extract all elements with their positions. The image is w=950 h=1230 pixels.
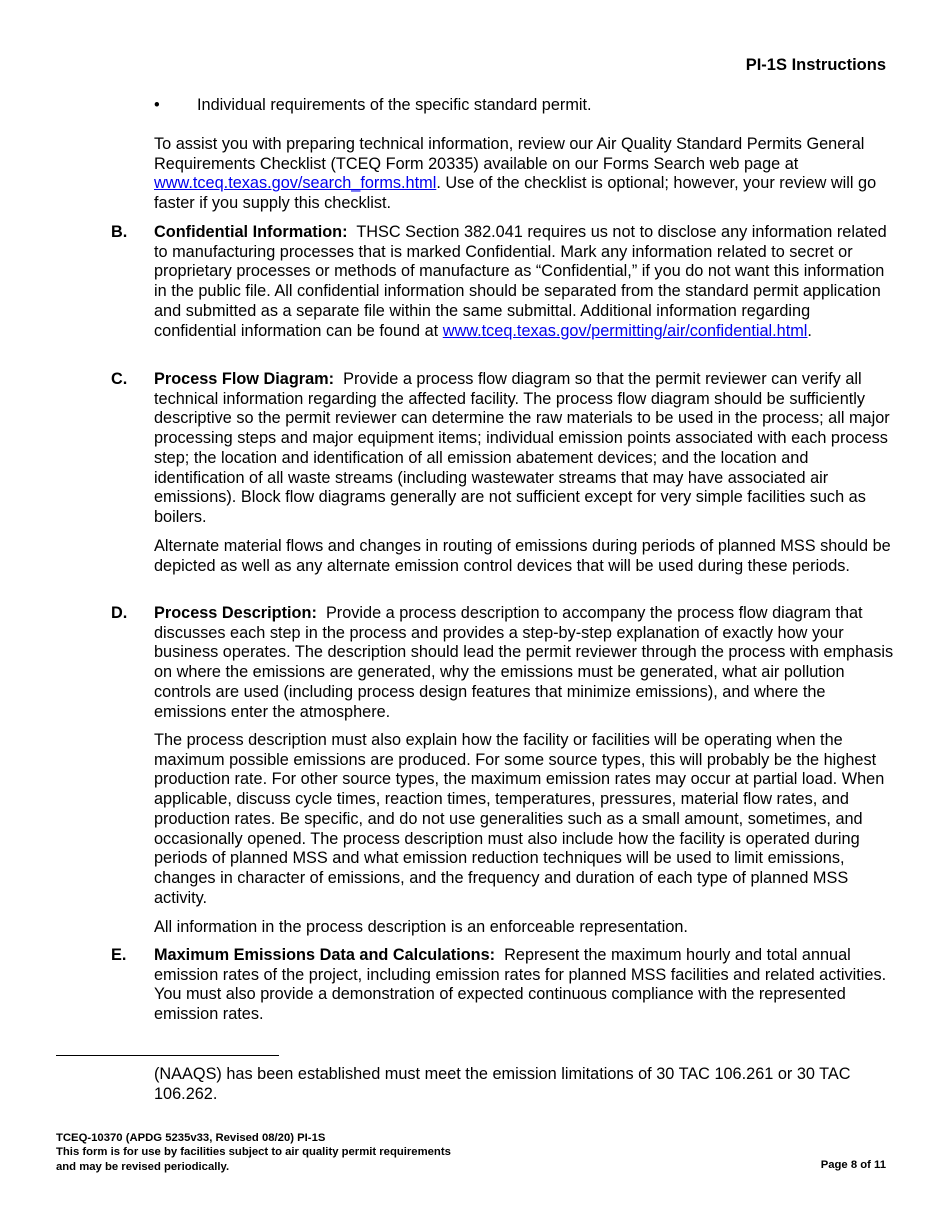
section-letter: B.	[111, 223, 128, 241]
footer-line-2: This form is for use by facilities subject to air quality permit requirements	[56, 1146, 451, 1159]
page-number: Page 8 of 11	[820, 1159, 886, 1171]
section-title: Process Description:	[154, 604, 317, 622]
section-letter: D.	[111, 604, 128, 622]
page-header-title: PI-1S Instructions	[745, 56, 886, 74]
section-c-paragraph-2: Alternate material flows and changes in routing of emissions during periods of planned MSS should be depicted as well as any alternate emission control devices that will be used during these periods.	[154, 537, 891, 575]
section-title: Process Flow Diagram:	[154, 370, 335, 388]
section-d	[111, 604, 896, 722]
section-b	[111, 223, 896, 341]
section-text: THSC Section 382.041 requires us not to disclose any information related to manufacturing processes that is marked Confidential. Mark any information related to secret or proprietary processes or methods of manufacture as “Confidential,” if you do not want this information in the public file. All confidential information should be separated from the standard permit application and submitted as a separate file within the same submittal. Additional information regarding confidential information can be found at	[154, 223, 887, 340]
section-d-paragraph-2: The process description must also explain how the facility or facilities will be operating when the maximum possible emissions are produced. For some source types, this will probably be the highest production rate. For other source types, the maximum emission rates may occur at partial load. When applicable, discuss cycle times, reaction times, temperatures, pressures, material flow rates, and production rates. Be specific, and do not use generalities such as a small amount, sometimes, and occasionally opened. The process description must also include how the facility is operated during periods of planned MSS and what emission reduction techniques will be used to limit emissions, changes in character of emissions, and the frequency and duration of each type of planned MSS activity.	[154, 731, 885, 907]
section-e	[111, 946, 896, 1025]
section-text: Represent the maximum hourly and total annual emission rates of the project, including emission rates for planned MSS facilities and related activities. You must also provide a demonstration of expected continuous compliance with the represented emission rates.	[154, 946, 887, 1024]
footnote-divider	[56, 1055, 279, 1056]
section-letter: C.	[111, 370, 128, 388]
section-title: Maximum Emissions Data and Calculations:	[154, 946, 496, 964]
intro-paragraph	[154, 135, 896, 214]
search-forms-link[interactable]: www.tceq.texas.gov/search_forms.html	[154, 174, 437, 193]
footer-line-3: and may be revised periodically.	[56, 1160, 230, 1173]
section-title: Confidential Information:	[154, 223, 348, 241]
bullet-icon: •	[154, 96, 160, 114]
section-text: Provide a process description to accompany the process flow diagram that discusses each step in the process and provides a step-by-step explanation of exactly how your business operates. The description should lead the permit reviewer through the process with emphasis on where the emissions are generated, why the emissions must be generated, what air pollution controls are used (including process design features that minimize emissions), and where the emissions enter the atmosphere.	[154, 604, 894, 721]
section-letter: E.	[111, 946, 127, 964]
footer-form-id: TCEQ-10370 (APDG 5235v33, Revised 08/20) PI-1S	[56, 1132, 326, 1144]
intro-text-end: . Use of the checklist is optional; however, your review will go faster if you supply this checklist.	[154, 174, 877, 213]
section-c	[111, 370, 896, 528]
footnote-text: (NAAQS) has been established must meet the emission limitations of 30 TAC 106.261 or 30 TAC 106.262.	[154, 1065, 851, 1103]
confidential-link[interactable]: www.tceq.texas.gov/permitting/air/confidential.html	[442, 321, 808, 340]
section-text-end: .	[807, 321, 812, 340]
footer-info	[56, 1131, 451, 1174]
section-d-paragraph-3: All information in the process description is an enforceable representation.	[154, 918, 688, 936]
bullet-text: Individual requirements of the specific standard permit.	[197, 96, 592, 114]
section-text: Provide a process flow diagram so that the permit reviewer can verify all technical information regarding the affected facility. The process flow diagram should be sufficiently descriptive so the permit reviewer can determine the raw materials to be used in the process; all major processing steps and major equipment items; individual emission points associated with each process step; the location and identification of all emission abatement devices; and the location and identification of all waste streams (including wastewater streams that may have associated air emissions). Block flow diagrams generally are not sufficient except for very simple facilities such as boilers.	[154, 370, 890, 526]
intro-text: To assist you with preparing technical information, review our Air Quality Standard Permits General Requirements Checklist (TCEQ Form 20335) available on our Forms Search web page at	[154, 135, 865, 173]
